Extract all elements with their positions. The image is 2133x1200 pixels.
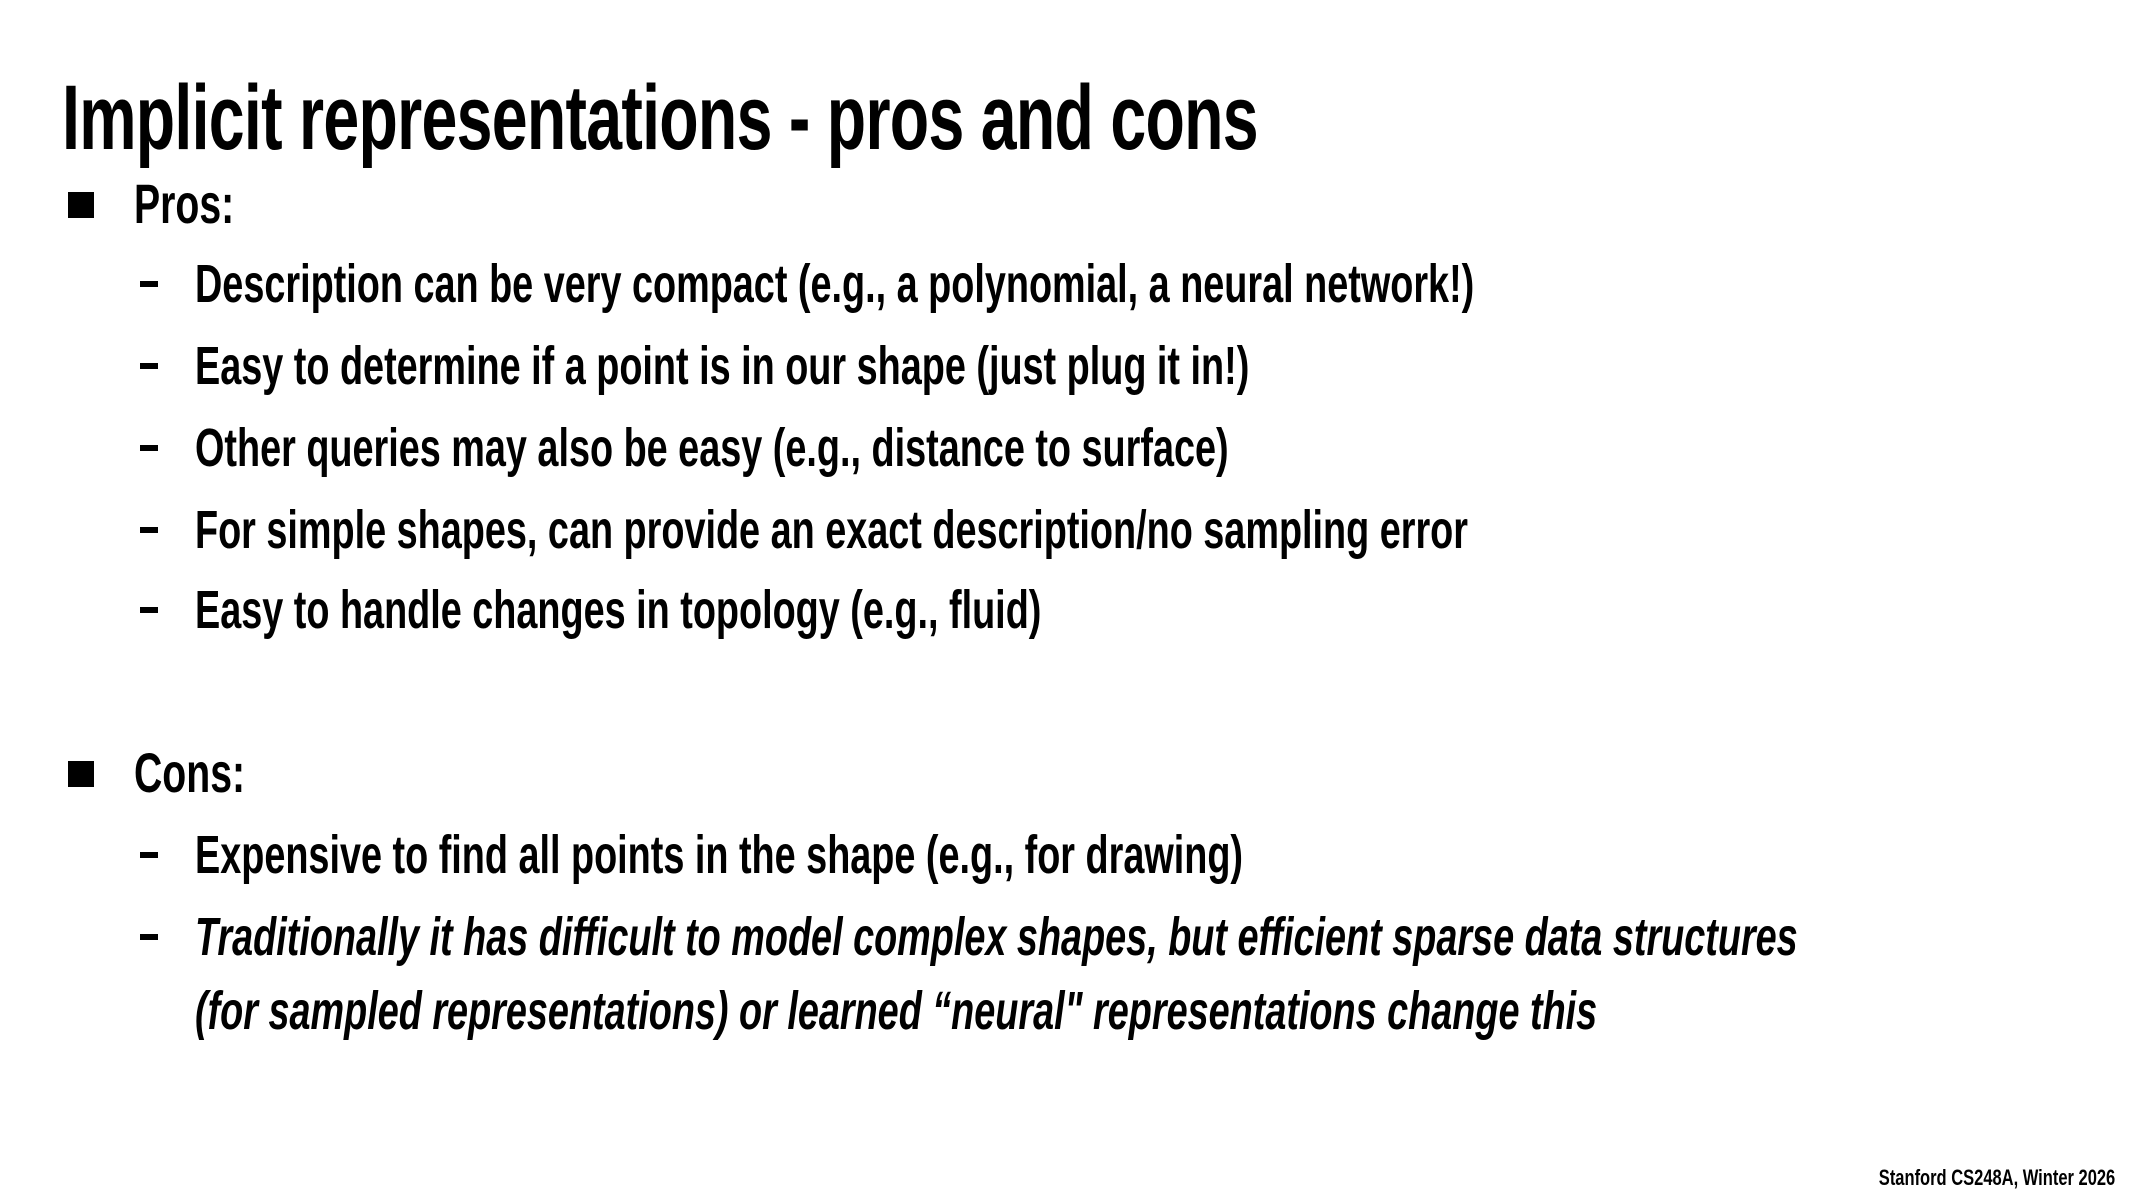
pros-item: Description can be very compact (e.g., a polynomial, a neural network!) [195,254,1475,314]
pros-item: Easy to determine if a point is in our shape (just plug it in!) [195,336,1250,396]
dash-icon [140,607,158,613]
dash-icon [140,281,158,287]
cons-heading: Cons: [134,741,246,804]
pros-item: Easy to handle changes in topology (e.g., fluid) [195,580,1042,640]
bullet-square-icon [68,761,94,787]
cons-item: Expensive to find all points in the shape (e.g., for drawing) [195,825,1244,885]
cons-item-continuation: (for sampled representations) or learned “neural" representations change this [195,981,1598,1041]
pros-heading: Pros: [134,172,235,235]
pros-item: For simple shapes, can provide an exact description/no sampling error [195,500,1468,560]
dash-icon [140,445,158,451]
dash-icon [140,852,158,858]
dash-icon [140,527,158,533]
slide-title: Implicit representations - pros and cons [62,67,1258,169]
dash-icon [140,363,158,369]
bullet-square-icon [68,192,94,218]
pros-item: Other queries may also be easy (e.g., distance to surface) [195,418,1229,478]
course-footer: Stanford CS248A, Winter 2026 [1878,1165,2115,1190]
cons-item: Traditionally it has difficult to model complex shapes, but efficient sparse data structures [195,907,1798,967]
dash-icon [140,934,158,940]
